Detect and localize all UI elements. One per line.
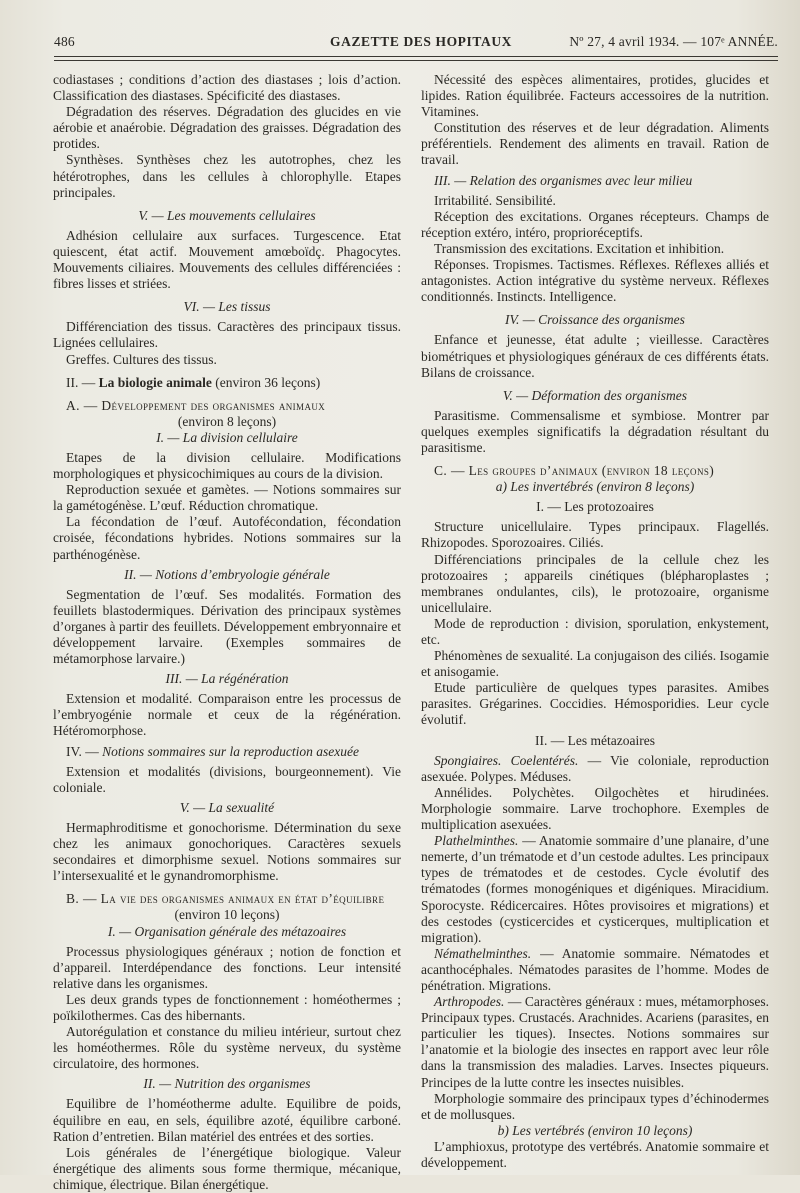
paragraph: Etude particulière de quelques types parasites. Amibes parasites. Grégarines. Coccidies. Hémosporidies. Leur cycle évolutif.: [421, 680, 769, 728]
paragraph: Adhésion cellulaire aux surfaces. Turgescence. Etat quiescent, état actif. Mouvement amœboïdç. Phagocytes. Mouvements ciliaires. Mouvements des cellules différenciées : fibres lisses et striées.: [53, 227, 401, 292]
paragraph: Réponses. Tropismes. Tactismes. Réflexes. Réflexes alliés et antagonistes. Action intégrative du système nerveux. Réflexes conditionnés. Instincts. Intelligence.: [421, 257, 769, 305]
paragraph: Constitution des réserves et de leur dégradation. Aliments préférentiels. Rendement des aliments en travail. Ration de travail.: [421, 120, 769, 168]
section-heading: IV. — Notions sommaires sur la reproduction asexuée: [66, 743, 359, 759]
paragraph: Parasitisme. Commensalisme et symbiose. Montrer par quelques exemples significatifs la dégradation résultant du parasitisme.: [421, 407, 769, 455]
paragraph: Lois générales de l’énergétique biologique. Valeur énergétique des aliments sous forme thermique, mécanique, chimique, électrique. Bilan énergétique.: [53, 1144, 401, 1192]
section-heading: I. — Organisation générale des métazoaires: [107, 923, 347, 939]
subgroup-heading: b) Les vertébrés (environ 10 leçons): [497, 1122, 693, 1138]
chapter-heading: B. — La vie des organismes animaux en état d’équilibre: [66, 891, 385, 907]
paragraph: Les deux grands types de fonctionnement : homéothermes ; poïkilothermes. Cas des hibernants.: [53, 991, 401, 1023]
paragraph: Némathelminthes. — Anatomie sommaire. Nématodes et acanthocéphales. Nématodes parasites de l’homme. Modes de pénétration. Migrations.: [421, 945, 769, 993]
paragraph: Etapes de la division cellulaire. Modifications morphologiques et physicochimiques au cours de la division.: [53, 449, 401, 482]
section-heading: I. — La division cellulaire: [156, 429, 298, 445]
paragraph: Plathelminthes. — Anatomie sommaire d’une planaire, d’une nemerte, d’un trématode et d’un cestode adultes. Les principaux types de trématodes et de cestodes. Cycle évolutif des trématodes (formes monogéniques et digéniques. Miracidium. Sporocyste. Rédicercaires. Hôtes provisoires et migrations) et des cestodes (cysticercides et cysticerques, multiplication et migration).: [421, 833, 769, 945]
paragraph: Synthèses. Synthèses chez les autotrophes, chez les hétérotrophes, dans les cellules à chlorophylle. Etapes principales.: [53, 152, 401, 200]
paragraph: Transmission des excitations. Excitation et inhibition.: [434, 240, 725, 256]
paragraph: Morphologie sommaire des principaux types d’échinodermes et de mollusques.: [421, 1090, 769, 1122]
paragraph: Processus physiologiques généraux ; notion de fonction et d’appareil. Interdépendance des fonctions. Leur intensité relative dans les organismes.: [53, 943, 401, 991]
paragraph: L’amphioxus, prototype des vertébrés. Anatomie sommaire et développement.: [421, 1138, 769, 1170]
section-heading: II. — Notions d’embryologie générale: [124, 566, 330, 582]
paragraph: Phénomènes de sexualité. La conjugaison des ciliés. Isogamie et anisogamie.: [421, 648, 769, 680]
paragraph: codiastases ; conditions d’action des diastases ; lois d’action. Classification des diastases. Spécificité des diastases.: [53, 72, 401, 104]
paragraph: Différenciations principales de la cellule chez les protozoaires ; appareils cinétiques (blépharoplastes ; membranes ondulantes, cils), le protozoaire, organisme unicellulaire.: [421, 551, 769, 615]
chapter-subheading: (environ 10 leçons): [174, 907, 280, 923]
page-header: [54, 34, 778, 54]
section-heading: III. — Relation des organismes avec leur milieu: [434, 172, 693, 188]
paragraph: Structure unicellulaire. Types principaux. Flagellés. Rhizopodes. Sporozoaires. Ciliés.: [421, 519, 769, 551]
paragraph: Extension et modalités (divisions, bourgeonnement). Vie coloniale.: [53, 763, 401, 795]
right-column: [421, 72, 769, 1171]
chapter-subheading: (environ 8 leçons): [177, 413, 277, 429]
header-rule: [54, 56, 778, 57]
section-heading: VI. — Les tissus: [183, 299, 271, 315]
section-heading: II. — Nutrition des organismes: [143, 1076, 311, 1092]
paragraph: Irritabilité. Sensibilité.: [434, 192, 556, 208]
issue-line: Nº 27, 4 avril 1934. — 107ᵉ ANNÉE.: [569, 34, 778, 49]
paragraph: Hermaphroditisme et gonochorisme. Détermination du sexe chez les animaux gonochoriques. Caractères sexuels secondaires et dimorphisme sexuel. Notions sommaires sur l’intersexualité et le gynandromorphisme.: [53, 819, 401, 884]
paragraph: Segmentation de l’œuf. Ses modalités. Formation des feuillets blastodermiques. Dérivation des principaux systèmes d’organes à partir des feuillets. Développement embryonnaire et développement larvaire. (Exemples sommaires de métamorphose larvaire.): [53, 586, 401, 667]
paragraph: La fécondation de l’œuf. Autofécondation, fécondation croisée, fécondations hybrides. Notions sommaires sur la parthénogénèse.: [53, 514, 401, 562]
subgroup-heading: a) Les invertébrés (environ 8 leçons): [495, 479, 695, 495]
paragraph: Spongiaires. Coelentérés. — Vie coloniale, reproduction asexuée. Polypes. Méduses.: [421, 752, 769, 784]
paragraph: Reproduction sexuée et gamètes. — Notions sommaires sur la gamétogénèse. L’œuf. Réduction chromatique.: [53, 482, 401, 514]
paragraph: Dégradation des réserves. Dégradation des glucides en vie aérobie et anaérobie. Dégradation des graisses. Dégradation des protides.: [53, 104, 401, 152]
section-heading: III. — La régénération: [165, 671, 289, 687]
left-column: [53, 72, 401, 1193]
journal-title: GAZETTE DES HOPITAUX: [330, 34, 513, 49]
section-heading: V. — La sexualité: [179, 799, 275, 815]
section-heading: V. — Déformation des organismes: [502, 387, 688, 403]
section-heading: IV. — Croissance des organismes: [505, 312, 685, 328]
part-heading: II. — La biologie animale (environ 36 leçons): [66, 374, 321, 390]
paragraph: Extension et modalité. Comparaison entre les processus de l’embryogénie normale et ceux de la régénération. Hétéromorphose.: [53, 691, 401, 739]
paragraph: Nécessité des espèces alimentaires, protides, glucides et lipides. Ration équilibrée. Facteurs accessoires de la nutrition. Vitamines.: [421, 72, 769, 120]
paragraph: Mode de reproduction : division, sporulation, enkystement, etc.: [421, 615, 769, 647]
header-rule-thin: [54, 60, 778, 61]
section-heading: II. — Les métazoaires: [535, 732, 655, 748]
chapter-heading: A. — Développement des organismes animaux: [66, 397, 326, 413]
paragraph: Arthropodes. — Caractères généraux : mues, métamorphoses. Principaux types. Crustacés. Arachnides. Acariens (parasites, en particulier les tiques). Insectes. Notions sommaires sur l’anatomie et la biologie des insectes en rapport avec leur rôle dans la transmission des maladies. Larves. Insectes piqueurs. Principes de la lutte contre les insectes nuisibles.: [421, 994, 769, 1090]
paragraph: Enfance et jeunesse, état adulte ; vieillesse. Caractères biométriques et physiologiques généraux de ces différents états. Bilans de croissance.: [421, 332, 769, 380]
page-number: 486: [54, 34, 75, 49]
section-heading: V. — Les mouvements cellulaires: [138, 207, 316, 223]
paragraph: Equilibre de l’homéotherme adulte. Equilibre de poids, équilibre en eau, en sels, équilibre azoté, équilibre carboné. Ration d’entretien. Bilan matériel des entrées et des sorties.: [53, 1096, 401, 1144]
paragraph: Annélides. Polychètes. Oilgochètes et hirudinées. Morphologie sommaire. Larve trochophore. Exemples de multiplication asexuées.: [421, 784, 769, 833]
section-heading: I. — Les protozoaires: [536, 499, 654, 515]
paragraph: Différenciation des tissus. Caractères des principaux tissus. Lignées cellulaires.: [53, 319, 401, 351]
chapter-heading: C. — Les groupes d’animaux (environ 18 leçons): [434, 463, 715, 479]
paragraph: Autorégulation et constance du milieu intérieur, surtout chez les homéothermes. Rôle du système nerveux, du système circulatoire, des hormones.: [53, 1024, 401, 1072]
paragraph: Greffes. Cultures des tissus.: [66, 351, 217, 367]
paragraph: Réception des excitations. Organes récepteurs. Champs de réception extéro, intéro, proprioréceptifs.: [421, 208, 769, 240]
